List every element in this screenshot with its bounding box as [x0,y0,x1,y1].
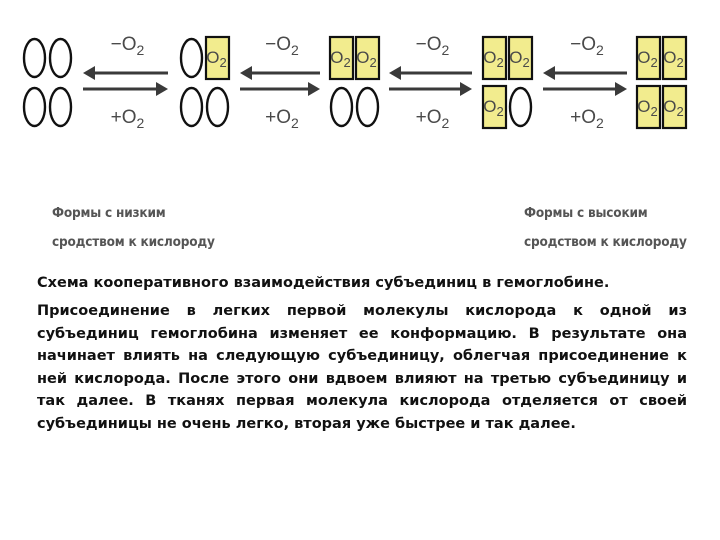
release-o2-label: $-O_2$ [110,34,145,58]
bind-o2-label: $+O_2$ [415,107,450,131]
empty-subunit [181,39,202,77]
transition-1 [83,34,168,131]
bind-o2-label: $+O_2$ [570,107,604,131]
release-arrow-head [83,66,95,80]
o2-molecule-label: $O_2$ [637,48,658,70]
subunit-group-4 [483,37,532,128]
transition-4 [543,34,627,131]
subunit-group-3 [330,37,379,126]
caption-body: Присоединение в легких первой молекулы кислорода к одной из субъединиц гемоглобина изменяет ее конформацию. В результате она начинает влиять на следующую субъединицу, облегчая присоединение к ней кислорода. После этого они вдвоем влияют на третью субъединицу и так далее. В тканях первая молекула кислорода отделяется от своей субъединицы не очень легко, вторая уже быстрее и так далее. [37,303,687,432]
empty-subunit [24,88,45,126]
release-arrow-head [389,66,401,80]
subunit-group-2 [181,37,229,126]
o2-molecule-label: $O_2$ [483,48,504,70]
empty-subunit [50,88,71,126]
bind-arrow-head [156,82,168,96]
diagram-canvas [0,0,720,200]
empty-subunit [331,88,352,126]
release-arrow-head [543,66,555,80]
o2-molecule-label: $O_2$ [663,97,684,119]
transition-2 [240,34,320,131]
o2-molecule-label: $O_2$ [509,48,530,70]
caption-title: Схема кооперативного взаимодействия субъединиц в гемоглобине. [37,275,610,291]
release-o2-label: $-O_2$ [415,34,450,58]
subunit-group-5 [637,37,686,128]
o2-molecule-label: $O_2$ [483,97,504,119]
legend-high-line-2: сродством к кислороду [524,234,687,250]
legend-high-affinity [524,199,687,257]
bind-o2-label: $+O_2$ [265,107,299,131]
bind-o2-label: $+O_2$ [110,107,145,131]
empty-subunit [24,39,45,77]
empty-subunit [50,39,71,77]
bind-arrow-head [460,82,472,96]
legend-high-line-1: Формы с высоким [524,205,648,221]
o2-molecule-label: $O_2$ [356,48,377,70]
release-o2-label: $-O_2$ [570,34,604,58]
bind-arrow-head [615,82,627,96]
release-o2-label: $-O_2$ [265,34,299,58]
caption [37,272,687,436]
o2-molecule-label: $O_2$ [637,97,658,119]
o2-molecule-label: $O_2$ [330,48,351,70]
empty-subunit [181,88,202,126]
transition-3 [389,34,472,131]
legend-low-line-1: Формы с низким [52,205,166,221]
o2-molecule-label: $O_2$ [663,48,684,70]
empty-subunit [510,88,531,126]
subunit-group-1 [24,39,71,126]
bind-arrow-head [308,82,320,96]
o2-molecule-label: $O_2$ [206,48,227,70]
legend-low-line-2: сродством к кислороду [52,234,215,250]
empty-subunit [207,88,228,126]
legend-low-affinity [52,199,215,257]
empty-subunit [357,88,378,126]
release-arrow-head [240,66,252,80]
